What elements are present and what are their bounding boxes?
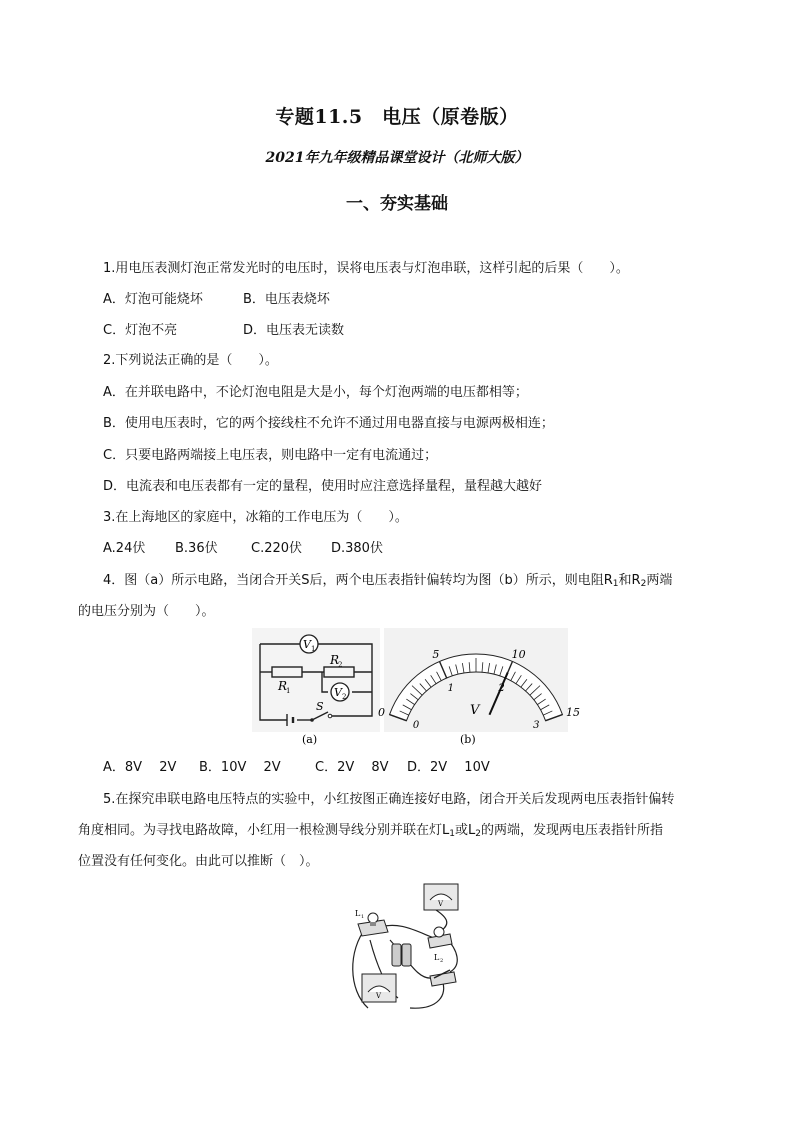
inner-scale-label: 2 [498,683,505,695]
question-4-stem-line-1: 4．图（a）所示电路，当闭合开关S后，两个电压表指针偏转均为图（b）所示，则电阻$R_1$和$R_2$两端 [103,573,673,589]
svg-text:R: R [330,653,340,667]
svg-text:L: L [434,953,440,962]
inner-scale-label: 3 [533,720,540,732]
figure-a-circuit [252,628,380,746]
svg-text:2: 2 [338,661,343,669]
option-d: D．电压表无读数 [243,323,345,338]
page-subtitle: 2021年九年级精品课堂设计（北师大版） [265,150,529,166]
inner-scale-label: 1 [447,683,455,695]
voltmeter-top [424,884,458,910]
svg-text:V: V [376,992,382,1000]
question-2-stem: 2.下列说法正确的是（ ）。 [103,353,278,368]
question-2-option-a: A．在并联电路中，不论灯泡电阻是大是小，每个灯泡两端的电压都相等； [103,385,528,400]
svg-text:L: L [355,909,361,918]
question-5-line-1: 5.在探究串联电路电压特点的实验中，小红按图正确连接好电路，闭合开关后发现两电压表指针偏转 [103,792,675,807]
question-3-stem: 3.在上海地区的家庭中，冰箱的工作电压为（ ）。 [103,510,408,525]
question-5-line-2: 角度相同。为寻找电路故障，小红用一根检测导线分别并联在灯$L_1$或$L_2$的两端，发现两电压表指针所指 [78,823,664,839]
question-2-option-c: C．只要电路两端接上电压表，则电路中一定有电流通过； [103,448,438,463]
outer-scale-label: 5 [432,648,440,662]
inner-scale-label: 0 [412,720,420,732]
question-2-option-b: B．使用电压表时，它的两个接线柱不允许不通过用电器直接与电源两极相连； [103,416,554,431]
question-4-options [103,760,490,776]
svg-text:2: 2 [440,958,444,964]
figure-q5-physical-circuit [338,880,478,1022]
question-5-line-3: 位置没有任何变化。由此可以推断（ ）。 [78,854,319,869]
figure-b-voltmeter-dial [378,628,580,746]
svg-text:R: R [278,679,288,693]
outer-scale-label: 0 [378,705,386,719]
option-d: D.380伏 [331,541,383,556]
option-c: C.220伏 [251,541,303,556]
question-2-option-d: D．电流表和电压表都有一定的量程，使用时应注意选择量程，量程越大越好 [103,479,543,494]
svg-text:1: 1 [311,645,316,653]
section-heading: 一、夯实基础 [346,194,448,214]
battery-pack [392,944,411,966]
svg-text:S: S [316,700,324,713]
outer-scale-label: 10 [511,648,526,662]
lamp-l2 [428,927,452,948]
question-1-options-row-1 [103,292,330,308]
svg-text:2: 2 [342,693,347,701]
option-c: C．灯泡不亮 [103,323,178,338]
outer-scale-label: 15 [565,705,580,719]
question-1-stem: 1.用电压表测灯泡正常发光时的电压时，误将电压表与灯泡串联，这样引起的后果（ ）。 [103,261,629,276]
figure-b-caption: (b) [460,733,476,746]
option-c: C．2V 8V [315,760,389,775]
option-b: B．10V 2V [199,760,281,775]
voltmeter-bottom [362,974,396,1002]
question-4-stem-line-2: 的电压分别为（ ）。 [78,604,215,619]
option-a: A．灯泡可能烧坏 [103,292,203,307]
r2-symbol: R [631,573,641,588]
question-1-options-row-2 [103,323,344,339]
svg-text:V: V [334,686,342,699]
svg-text:V: V [303,638,311,651]
r1-symbol: R [603,573,613,588]
page-title: 专题11.5 电压（原卷版） [275,106,519,128]
unit-label: V [470,703,480,718]
switch [430,970,456,986]
option-b: B.36伏 [175,541,218,556]
option-a: A.24伏 [103,541,146,556]
svg-text:1: 1 [361,914,365,920]
svg-text:V: V [438,900,444,908]
svg-text:1: 1 [286,687,291,695]
option-d: D．2V 10V [407,760,490,775]
option-b: B．电压表烧坏 [243,292,330,307]
figure-a-caption: (a) [302,733,318,746]
question-3-options [103,541,383,557]
option-a: A．8V 2V [103,760,177,775]
